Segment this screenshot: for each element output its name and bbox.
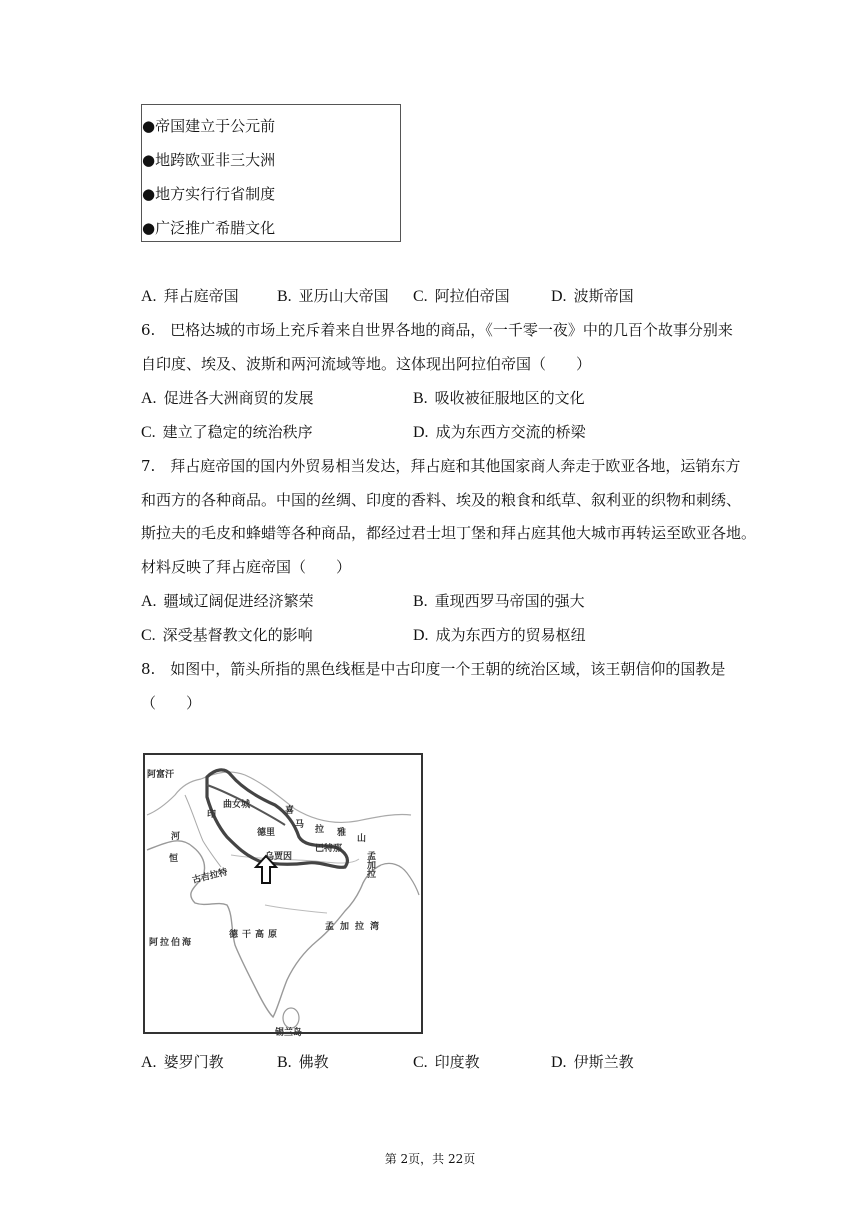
map-label: 喜 [285,806,295,816]
q5-option-a[interactable]: A. 拜占庭帝国 [141,287,239,305]
map-label: 德里 [257,828,276,838]
feature-item: ●广泛推广希腊文化 [142,219,276,237]
map-label: 古吉拉特 [191,867,229,886]
q7-option-d[interactable]: D. 成为东西方的贸易枢纽 [413,626,586,644]
q5-option-b[interactable]: B. 亚历山大帝国 [277,287,389,305]
q8-option-b[interactable]: B. 佛教 [277,1053,329,1071]
map-label: 山 [357,834,367,844]
india-map [143,753,423,1038]
map-label: 孟加拉 [365,851,375,878]
feature-item: ●地方实行行省制度 [142,185,276,203]
q7-option-a[interactable]: A. 疆域辽阔促进经济繁荣 [141,592,314,610]
q7-option-c[interactable]: C. 深受基督教文化的影响 [141,626,313,644]
q8-stem-line: （ ） [141,694,202,712]
map-label: 阿拉伯海 [149,938,194,948]
map-label: 马 [295,820,305,830]
map-label: 巴特那 [315,844,343,854]
q7-stem-line: 材料反映了拜占庭帝国（ ） [141,558,352,576]
map-label: 锡兰岛 [275,1028,303,1038]
q8-option-c[interactable]: C. 印度教 [413,1053,480,1071]
map-label: 孟加拉湾 [325,922,386,932]
q5-option-d[interactable]: D. 波斯帝国 [551,287,634,305]
map-label: 印 [207,810,217,820]
map-label: 拉 [315,825,325,835]
map-label: 德干高原 [229,930,282,940]
q7-stem-line: 斯拉夫的毛皮和蜂蜡等各种商品，都经过君士坦丁堡和拜占庭其他大城市再转运至欧亚各地。 [141,524,757,542]
feature-box [141,104,401,242]
q6-stem-line: 6. 巴格达城的市场上充斥着来自世界各地的商品，《一千零一夜》中的几百个故事分别来 [141,321,733,339]
map-label: 恒 [169,854,179,864]
ceylon-island [283,1008,299,1028]
q5-option-c[interactable]: C. 阿拉伯帝国 [413,287,510,305]
map-label: 雅 [337,828,347,838]
q7-stem-line: 7. 拜占庭帝国的国内外贸易相当发达，拜占庭和其他国家商人奔走于欧亚各地，运销东方 [141,457,741,475]
map-label: 曲女城 [223,800,251,810]
q6-option-a[interactable]: A. 促进各大洲商贸的发展 [141,389,314,407]
q7-option-b[interactable]: B. 重现西罗马帝国的强大 [413,592,585,610]
q6-option-c[interactable]: C. 建立了稳定的统治秩序 [141,423,313,441]
feature-item: ●地跨欧亚非三大洲 [142,151,276,169]
q8-stem-line: 8. 如图中，箭头所指的黑色线框是中古印度一个王朝的统治区域，该王朝信仰的国教是 [141,660,726,678]
q6-option-d[interactable]: D. 成为东西方交流的桥梁 [413,423,586,441]
map-label: 阿富汗 [147,770,175,780]
q6-stem-line: 自印度、埃及、波斯和两河流域等地。这体现出阿拉伯帝国（ ） [141,355,592,373]
india-map-svg [145,755,421,1038]
q8-option-a[interactable]: A. 婆罗门教 [141,1053,224,1071]
page-footer: 第 2页，共 22页 [384,1152,476,1166]
map-label: 河 [171,832,181,842]
q7-stem-line: 和西方的各种商品。中国的丝绸、印度的香料、埃及的粮食和纸草、叙利亚的织物和刺绣、 [141,491,742,509]
feature-item: ●帝国建立于公元前 [142,117,276,135]
q8-option-d[interactable]: D. 伊斯兰教 [551,1053,634,1071]
map-label: 乌贾因 [265,852,293,862]
q6-option-b[interactable]: B. 吸收被征服地区的文化 [413,389,585,407]
